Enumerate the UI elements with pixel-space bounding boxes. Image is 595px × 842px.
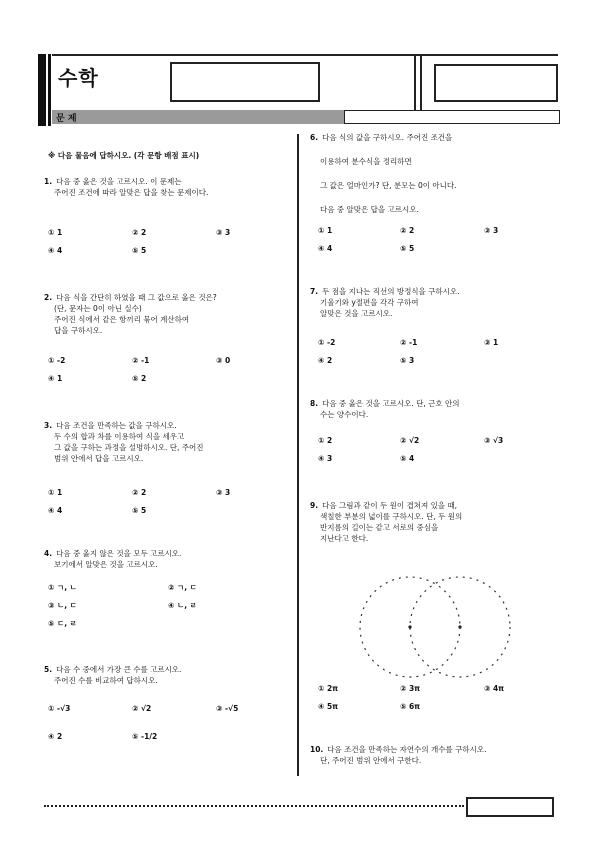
question-number: 5.: [44, 665, 53, 674]
answer-option[interactable]: ⑤ -1/2: [132, 732, 158, 741]
answer-option[interactable]: ③ √3: [484, 436, 504, 445]
answer-option[interactable]: ⑤ ㄷ, ㄹ: [48, 619, 77, 628]
answer-option[interactable]: ④ 1: [48, 374, 63, 383]
question-number: 10.: [310, 745, 324, 754]
left-question-2: [44, 292, 290, 336]
question-stem-line: 수는 양수이다.: [320, 410, 369, 419]
answer-option[interactable]: ② 3π: [400, 684, 421, 693]
question-stem-line: 다음 식을 간단히 하였을 때 그 값으로 옳은 것은?: [56, 293, 217, 302]
question-stem-line: 주어진 조건에 따라 알맞은 답을 찾는 문제이다.: [54, 188, 209, 197]
column-divider: [297, 134, 299, 776]
question-stem-line: 두 점을 지나는 직선의 방정식을 구하시오.: [322, 287, 460, 296]
question-stem-line: 주어진 수를 비교하여 답하시오.: [54, 676, 158, 685]
answer-option[interactable]: ④ 5π: [318, 702, 339, 711]
answer-option[interactable]: ① -2: [318, 338, 336, 347]
answer-option[interactable]: ④ 4: [48, 246, 63, 255]
answer-option[interactable]: ① -2: [48, 356, 66, 365]
answer-option[interactable]: ② 2: [132, 228, 147, 237]
right-question-5: [310, 744, 558, 766]
header-top-rule: [52, 54, 558, 56]
question-number: 7.: [310, 287, 319, 296]
answer-option[interactable]: ② -1: [400, 338, 418, 347]
answer-option[interactable]: ③ 0: [216, 356, 231, 365]
footer-dotted-line: [44, 805, 464, 807]
question-stem-line: 기울기와 y절편을 각각 구하여: [320, 298, 419, 307]
question-stem-line: 이용하여 분수식을 정리하면: [320, 157, 412, 166]
header-left-bar-thin: [48, 54, 51, 126]
center-point-right: [458, 625, 461, 628]
left-question-1: [44, 176, 290, 198]
answer-option[interactable]: ④ 4: [318, 244, 333, 253]
answer-option[interactable]: ① 2π: [318, 684, 339, 693]
question-stem-line: 범위 안에서 답을 고르시오.: [54, 454, 144, 463]
answer-option[interactable]: ① -√3: [48, 704, 71, 713]
question-number: 6.: [310, 133, 319, 142]
header-divider-2: [420, 54, 422, 110]
question-stem-line: 답을 구하시오.: [54, 326, 103, 335]
answer-option[interactable]: ① ㄱ, ㄴ: [48, 583, 77, 592]
answer-option[interactable]: ③ 3: [216, 228, 231, 237]
question-stem-line: 색칠한 부분의 넓이를 구하시오. 단, 두 원의: [320, 512, 463, 521]
question-stem-line: 다음 중 옳지 않은 것을 모두 고르시오.: [56, 549, 182, 558]
question-stem-line: 다음 조건을 만족하는 값을 구하시오.: [56, 421, 177, 430]
header-grey-label: 문 제: [56, 114, 77, 124]
answer-option[interactable]: ① 1: [318, 226, 333, 235]
answer-option[interactable]: ④ 2: [48, 732, 63, 741]
question-stem-line: 반지름의 길이는 같고 서로의 중심을: [320, 523, 439, 532]
question-stem-line: 두 수의 합과 차를 이용하여 식을 세우고: [54, 432, 185, 441]
answer-option[interactable]: ② √2: [132, 704, 152, 713]
question-stem-line: 다음 수 중에서 가장 큰 수를 고르시오.: [56, 665, 182, 674]
answer-option[interactable]: ① 2: [318, 436, 333, 445]
question-number: 4.: [44, 549, 53, 558]
answer-option[interactable]: ⑤ 5: [132, 506, 147, 515]
answer-option[interactable]: ③ 3: [484, 226, 499, 235]
answer-option[interactable]: ③ -√5: [216, 704, 239, 713]
answer-option[interactable]: ④ 4: [48, 506, 63, 515]
right-question-2: [310, 286, 558, 319]
answer-option[interactable]: ⑤ 4: [400, 454, 415, 463]
footer-page-box: [466, 797, 554, 817]
right-question-4: [310, 500, 558, 544]
question-stem-line: 다음 중 알맞은 답을 고르시오.: [320, 205, 419, 214]
header-divider: [414, 54, 416, 110]
answer-option[interactable]: ② √2: [400, 436, 420, 445]
answer-option[interactable]: ⑤ 2: [132, 374, 147, 383]
answer-option[interactable]: ② -1: [132, 356, 150, 365]
instruction-text: ※ 다음 물음에 답하시오. (각 문항 배점 표시): [48, 151, 200, 160]
question-number: 3.: [44, 421, 53, 430]
right-question-1: [310, 132, 558, 215]
header-score-box: [434, 64, 558, 102]
question-stem-line: 단, 주어진 범위 안에서 구한다.: [320, 756, 422, 765]
answer-option[interactable]: ③ 3: [216, 488, 231, 497]
answer-option[interactable]: ② 2: [400, 226, 415, 235]
answer-option[interactable]: ③ 1: [484, 338, 499, 347]
answer-option[interactable]: ⑤ 5: [132, 246, 147, 255]
answer-option[interactable]: ⑤ 5: [400, 244, 415, 253]
question-stem-line: 다음 중 옳은 것을 고르시오. 단, 근호 안의: [322, 399, 460, 408]
answer-option[interactable]: ② 2: [132, 488, 147, 497]
question-stem-line: 그 값은 얼마인가? 단, 분모는 0이 아니다.: [320, 181, 457, 190]
left-question-3: [44, 420, 290, 464]
question-stem-line: 다음 식의 값을 구하시오. 주어진 조건을: [322, 133, 453, 142]
right-question-3: [310, 398, 558, 420]
left-question-5: [44, 664, 290, 686]
answer-option[interactable]: ① 1: [48, 488, 63, 497]
header-left-bar: [38, 54, 46, 126]
question-stem-line: 알맞은 것을 고르시오.: [320, 309, 393, 318]
answer-option[interactable]: ③ 4π: [484, 684, 505, 693]
question-number: 2.: [44, 293, 53, 302]
answer-option[interactable]: ⑤ 6π: [400, 702, 421, 711]
center-point-left: [408, 625, 411, 628]
question-stem-line: 다음 조건을 만족하는 자연수의 개수를 구하시오.: [327, 745, 487, 754]
question-stem-line: 지난다고 한다.: [320, 534, 369, 543]
left-question-4: [44, 548, 290, 570]
question-number: 9.: [310, 501, 319, 510]
question-stem-line: 주어진 식에서 같은 항끼리 묶어 계산하여: [54, 315, 190, 324]
answer-option[interactable]: ④ 3: [318, 454, 333, 463]
subject-title: 수학: [58, 66, 99, 90]
question-stem-line: 그 값을 구하는 과정을 설명하시오. 단, 주어진: [54, 443, 204, 452]
header-name-box: [170, 62, 320, 102]
question-number: 1.: [44, 177, 53, 186]
answer-option[interactable]: ② ㄱ, ㄷ: [168, 583, 197, 592]
header-info-box: [344, 110, 560, 124]
answer-option[interactable]: ③ ㄴ, ㄷ: [48, 601, 77, 610]
answer-option[interactable]: ① 1: [48, 228, 63, 237]
question-number: 8.: [310, 399, 319, 408]
question-stem-line: 다음 중 옳은 것을 고르시오. 이 문제는: [56, 177, 182, 186]
question-stem-line: 다음 그림과 같이 두 원이 겹쳐져 있을 때,: [322, 501, 458, 510]
answer-option[interactable]: ④ ㄴ, ㄹ: [168, 601, 197, 610]
overlapping-circles-figure: [340, 572, 530, 682]
question-stem-line: 보기에서 알맞은 것을 고르시오.: [54, 560, 158, 569]
question-stem-line: (단, 문자는 0이 아닌 실수): [54, 304, 142, 313]
answer-option[interactable]: ④ 2: [318, 356, 333, 365]
answer-option[interactable]: ⑤ 3: [400, 356, 415, 365]
